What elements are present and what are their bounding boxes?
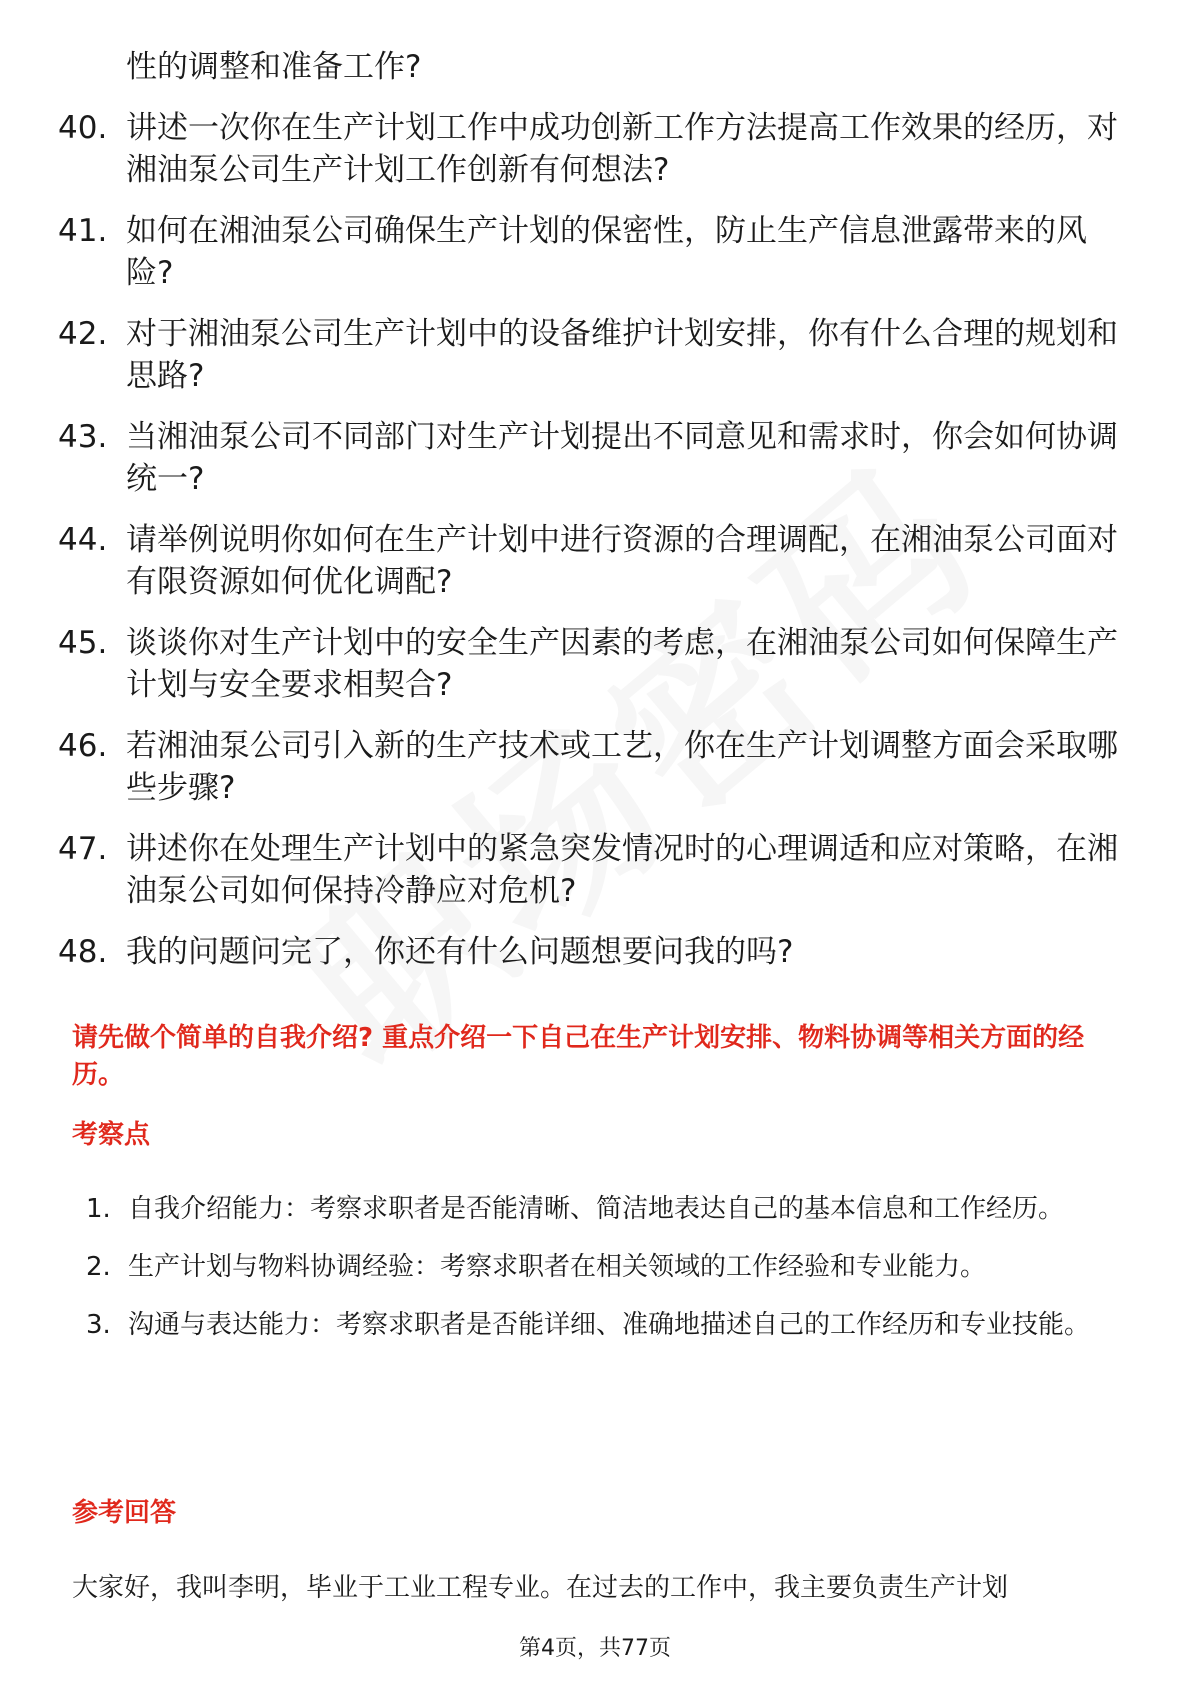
question-item [58, 725, 1118, 809]
question-item [58, 828, 1118, 912]
question-text: 请举例说明你如何在生产计划中进行资源的合理调配，在湘油泵公司面对有限资源如何优化调配? [126, 522, 1118, 600]
question-item [58, 931, 1118, 973]
question-number: 45. [58, 625, 108, 661]
checkpoint-item [72, 1296, 1132, 1354]
question-text: 如何在湘油泵公司确保生产计划的保密性，防止生产信息泄露带来的风险? [126, 213, 1087, 291]
question-list [58, 46, 1118, 992]
checkpoint-text: 自我介绍能力：考察求职者是否能清晰、简洁地表达自己的基本信息和工作经历。 [128, 1194, 1065, 1224]
question-number: 48. [58, 934, 108, 970]
question-text: 若湘油泵公司引入新的生产技术或工艺，你在生产计划调整方面会采取哪些步骤? [126, 728, 1118, 806]
question-item [58, 519, 1118, 603]
question-item [58, 313, 1118, 397]
question-item [58, 416, 1118, 500]
answer-text: 大家好，我叫李明，毕业于工业工程专业。在过去的工作中，我主要负责生产计划 [72, 1573, 1009, 1603]
question-text: 我的问题问完了，你还有什么问题想要问我的吗? [126, 934, 794, 970]
question-number: 42. [58, 316, 108, 352]
checkpoint-list [72, 1180, 1132, 1354]
checkpoint-number: 2. [86, 1252, 111, 1282]
question-number: 46. [58, 728, 108, 764]
checkpoint-item [72, 1238, 1132, 1296]
checkpoint-text: 沟通与表达能力：考察求职者是否能详细、准确地描述自己的工作经历和专业技能。 [128, 1310, 1091, 1340]
page-footer: 第4页，共77页 [519, 1636, 671, 1661]
checkpoint-number: 3. [86, 1310, 111, 1340]
answer-label: 参考回答 [72, 1498, 177, 1528]
question-item [58, 210, 1118, 294]
question-item [58, 622, 1118, 706]
question-number: 43. [58, 419, 108, 455]
question-text: 谈谈你对生产计划中的安全生产因素的考虑，在湘油泵公司如何保障生产计划与安全要求相契合? [126, 625, 1118, 703]
question-text: 当湘油泵公司不同部门对生产计划提出不同意见和需求时，你会如何协调统一? [126, 419, 1118, 497]
question-number: 40. [58, 110, 108, 146]
question-continuation: 性的调整和准备工作? [126, 49, 422, 85]
checkpoint-text: 生产计划与物料协调经验：考察求职者在相关领域的工作经验和专业能力。 [128, 1252, 987, 1282]
question-number: 47. [58, 831, 108, 867]
question-text: 对于湘油泵公司生产计划中的设备维护计划安排，你有什么合理的规划和思路? [126, 316, 1118, 394]
question-text: 讲述一次你在生产计划工作中成功创新工作方法提高工作效果的经历，对湘油泵公司生产计划工作创新有何想法? [126, 110, 1118, 188]
question-number: 44. [58, 522, 108, 558]
checkpoints-label: 考察点 [72, 1120, 151, 1150]
checkpoint-item [72, 1180, 1132, 1238]
section-heading: 请先做个简单的自我介绍? 重点介绍一下自己在生产计划安排、物料协调等相关方面的经历。 [72, 1023, 1085, 1090]
question-text: 讲述你在处理生产计划中的紧急突发情况时的心理调适和应对策略，在湘油泵公司如何保持冷静应对危机? [126, 831, 1118, 909]
question-item [58, 107, 1118, 191]
checkpoint-number: 1. [86, 1194, 111, 1224]
question-number: 41. [58, 213, 108, 249]
